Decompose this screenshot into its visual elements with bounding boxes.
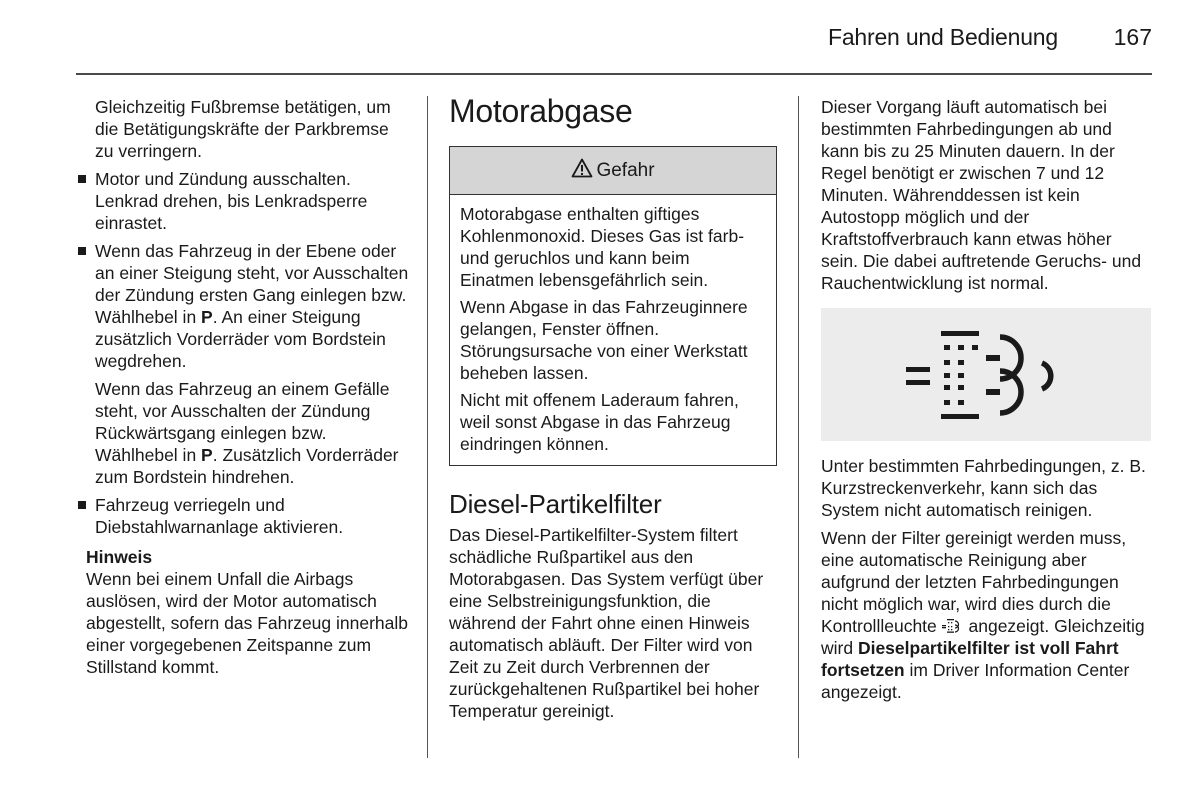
list-item-gear-level xyxy=(76,240,411,372)
text-run: Wenn das Fahrzeug an einem Gefälle steht, vor Ausschalten der Zündung Rückwärtsgang einlegen bzw. Wählhebel in xyxy=(95,379,390,465)
warning-body xyxy=(450,195,776,465)
list-item-engine-off: Motor und Zündung ausschalten. Lenkrad drehen, bis Lenkradsperre einrastet. xyxy=(76,168,411,234)
regeneration-paragraph: Dieser Vorgang läuft automatisch bei bestimmten Fahrbedingungen ab und kann bis zu 25 Minuten dauern. In der Regel benötigt er zwischen 7 und 12 Minuten. Währenddessen ist kein Autostopp möglich und der Kraftstoffverbrauch kann etwas höher sein. Die dabei auftretende Geruchs- und Rauchentwicklung ist normal. xyxy=(821,97,1142,293)
warning-paragraph: Nicht mit offenem Laderaum fahren, weil sonst Abgase in das Fahrzeug eindringen können. xyxy=(460,390,739,454)
danger-warning-box xyxy=(449,146,777,466)
note-text: Wenn bei einem Unfall die Airbags auslösen, wird der Motor automatisch abgestellt, sofern das Fahrzeug innerhalb einer vorgegebenen Zeitspanne zum Stillstand kommt. xyxy=(86,569,409,677)
text-run: Wenn das Fahrzeug in der Ebene oder an einer Steigung steht, vor Ausschalten der Zündung ersten Gang einlegen bzw. Wählhebel in xyxy=(95,241,409,327)
warning-triangle-icon xyxy=(571,158,593,184)
downhill-paragraph xyxy=(76,378,411,488)
note-heading: Hinweis xyxy=(86,547,153,567)
text-run: . Zusätzlich Vorderräder zum Bordstein hindrehen. xyxy=(95,445,399,487)
column-right xyxy=(821,96,1153,703)
column-divider-left xyxy=(427,96,428,758)
short-trip-paragraph: Unter bestimmten Fahrbedingungen, z. B. Kurzstreckenverkehr, kann sich das System nicht automatisch reinigen. xyxy=(821,456,1146,520)
filter-warning-light-icon xyxy=(942,619,964,633)
text-run: Wenn der Filter gereinigt werden muss, eine automatische Reinigung aber aufgrund der letzten Fahrbedingungen nicht möglich war, wird dies durch die Kontrollleuchte xyxy=(821,528,1127,636)
warning-paragraph: Motorabgase enthalten giftiges Kohlenmonoxid. Dieses Gas ist farb- und geruchlos und kann beim Einatmen lebensgefährlich sein. xyxy=(460,204,745,290)
chapter-title: Fahren und Bedienung xyxy=(827,24,1058,50)
gear-p-label: P xyxy=(201,307,213,327)
warning-header xyxy=(450,147,776,195)
subsection-title: Diesel-Partikelfilter xyxy=(449,489,662,519)
dpf-description: Das Diesel-Partikelfilter-System filtert schädliche Rußpartikel aus den Motorabgasen. Das System verfügt über eine Selbstreinigungsfunktion, die während der Fahrt ohne einen Hinweis automatisch abläuft. Der Filter wird von Zeit zu Zeit durch Verbrennen der zurückgehaltenen Rußpartikel bei hoher Temperatur gereinigt. xyxy=(449,525,764,721)
column-middle xyxy=(449,92,777,722)
header-rule xyxy=(76,73,1152,75)
illustration-panel xyxy=(821,308,1151,441)
warning-light-paragraph xyxy=(821,527,1153,703)
warning-paragraph: Wenn Abgase in das Fahrzeuginnere gelangen, Fenster öffnen. Störungsursache von einer Werkstatt beheben lassen. xyxy=(460,297,748,383)
gear-p-label: P xyxy=(201,445,213,465)
page-number: 167 xyxy=(1113,24,1152,50)
section-title: Motorabgase xyxy=(449,93,633,129)
text-run: im Driver Information Center angezeigt. xyxy=(821,660,1130,702)
column-left xyxy=(76,96,411,678)
parking-brake-note: Gleichzeitig Fußbremse betätigen, um die Betätigungskräfte der Parkbremse zu verringern. xyxy=(95,97,391,161)
diesel-particulate-filter-icon xyxy=(906,325,1066,425)
dic-message: Dieselpartikelfilter ist voll Fahrt fortsetzen xyxy=(821,638,1119,680)
warning-title: Gefahr xyxy=(596,159,655,181)
text-run: angezeigt. Gleichzeitig wird xyxy=(821,616,1145,658)
text-run: . An einer Steigung zusätzlich Vorderräder vom Bordstein wegdrehen. xyxy=(95,307,386,371)
list-item-lock-vehicle: Fahrzeug verriegeln und Diebstahlwarnanlage aktivieren. xyxy=(76,494,411,538)
column-divider-right xyxy=(798,96,799,758)
